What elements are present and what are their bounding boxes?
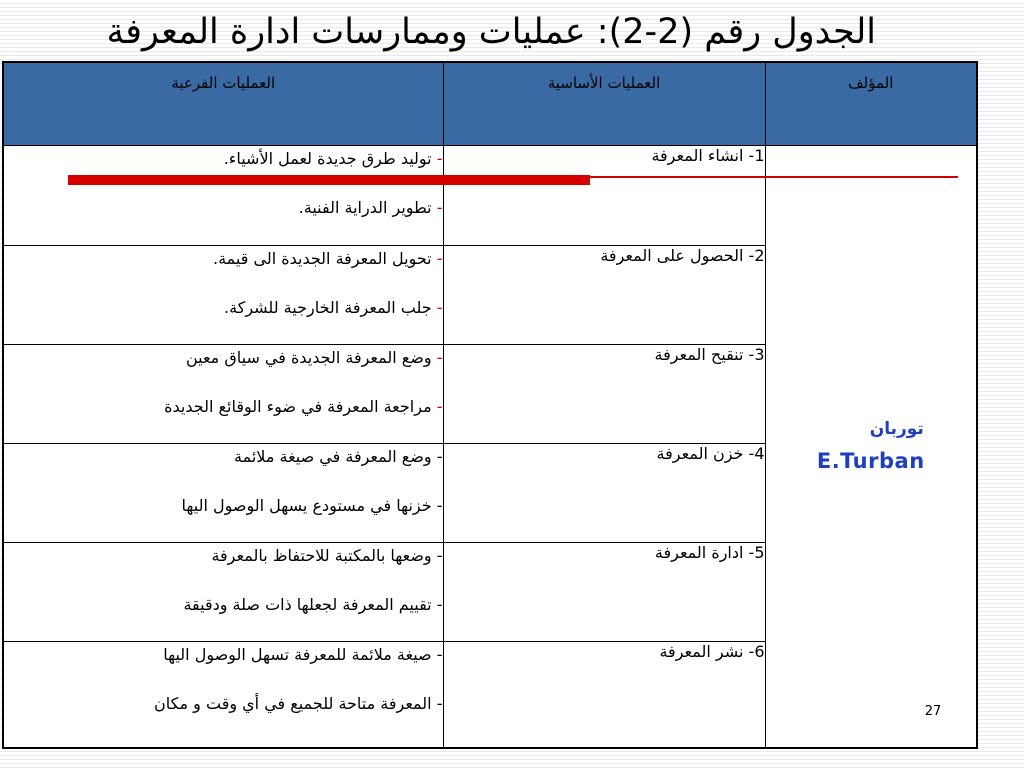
bullet-dash: - [436, 348, 443, 367]
sub-operation-item [4, 683, 443, 724]
main-operation-cell: 2- الحصول على المعرفة [443, 246, 765, 345]
sub-operation-item [4, 584, 443, 625]
slide-title: الجدول رقم (2-2): عمليات وممارسات ادارة المعرفة [106, 12, 876, 52]
sub-operation-item [4, 642, 443, 668]
red-underline [590, 176, 958, 178]
bullet-dash: - [436, 595, 443, 614]
sub-operations-cell [3, 246, 443, 345]
bullet-dash: - [436, 149, 443, 168]
header-sub-operations: العمليات الفرعية [3, 62, 443, 146]
table-header-row [3, 62, 977, 146]
author-name-latin: E.Turban [816, 449, 925, 474]
bullet-dash: - [436, 249, 443, 268]
bullet-dash: - [436, 447, 443, 466]
sub-operations-cell [3, 543, 443, 642]
sub-operations-cell [3, 444, 443, 543]
sub-operation-item [4, 246, 443, 272]
main-operation-cell: 4- خزن المعرفة [443, 444, 765, 543]
bullet-dash: - [436, 198, 443, 217]
author-cell [765, 146, 977, 748]
header-main-operations: العمليات الأساسية [443, 62, 765, 146]
sub-operation-item [4, 485, 443, 526]
sub-operation-text: توليد طرق جديدة لعمل الأشياء. [223, 149, 437, 168]
sub-operation-text: خزنها في مستودع يسهل الوصول اليها [181, 496, 437, 515]
bullet-dash: - [436, 496, 443, 515]
sub-operations-cell [3, 146, 443, 246]
sub-operation-text: وضع المعرفة الجديدة في سياق معين [185, 348, 437, 367]
sub-operation-text: جلب المعرفة الخارجية للشركة. [224, 298, 437, 317]
sub-operations-cell [3, 345, 443, 444]
header-author: المؤلف [765, 62, 977, 146]
sub-operation-item [4, 287, 443, 328]
sub-operation-text: تقييم المعرفة لجعلها ذات صلة ودقيقة [183, 595, 437, 614]
red-highlight-bar [68, 175, 590, 185]
main-operation-cell: 1- انشاء المعرفة [443, 146, 765, 246]
bullet-dash: - [436, 546, 443, 565]
page-number: 27 [924, 704, 942, 719]
bullet-dash: - [436, 298, 443, 317]
sub-operation-text: تحويل المعرفة الجديدة الى قيمة. [213, 249, 437, 268]
sub-operation-item [4, 543, 443, 569]
sub-operation-item [4, 386, 443, 427]
main-operation-cell: 6- نشر المعرفة [443, 642, 765, 748]
sub-operation-item [4, 444, 443, 470]
sub-operation-text: صيغة ملائمة للمعرفة تسهل الوصول اليها [163, 645, 437, 664]
sub-operation-text: المعرفة متاحة للجميع في أي وقت و مكان [154, 694, 437, 713]
sub-operation-item [4, 345, 443, 371]
author-name-arabic: توربان [869, 419, 924, 440]
sub-operation-text: تطوير الدراية الفنية. [298, 198, 437, 217]
main-operation-cell: 3- تنقيح المعرفة [443, 345, 765, 444]
sub-operation-item [4, 187, 443, 228]
sub-operations-cell [3, 642, 443, 748]
sub-operation-item [4, 146, 443, 172]
bullet-dash: - [436, 694, 443, 713]
sub-operation-text: وضع المعرفة في صيغة ملائمة [234, 447, 437, 466]
table-row [3, 146, 977, 246]
sub-operation-text: وضعها بالمكتبة للاحتفاظ بالمعرفة [211, 546, 437, 565]
sub-operation-text: مراجعة المعرفة في ضوء الوقائع الجديدة [164, 397, 437, 416]
bullet-dash: - [436, 645, 443, 664]
knowledge-management-table [2, 61, 978, 749]
main-operation-cell: 5- ادارة المعرفة [443, 543, 765, 642]
bullet-dash: - [436, 397, 443, 416]
